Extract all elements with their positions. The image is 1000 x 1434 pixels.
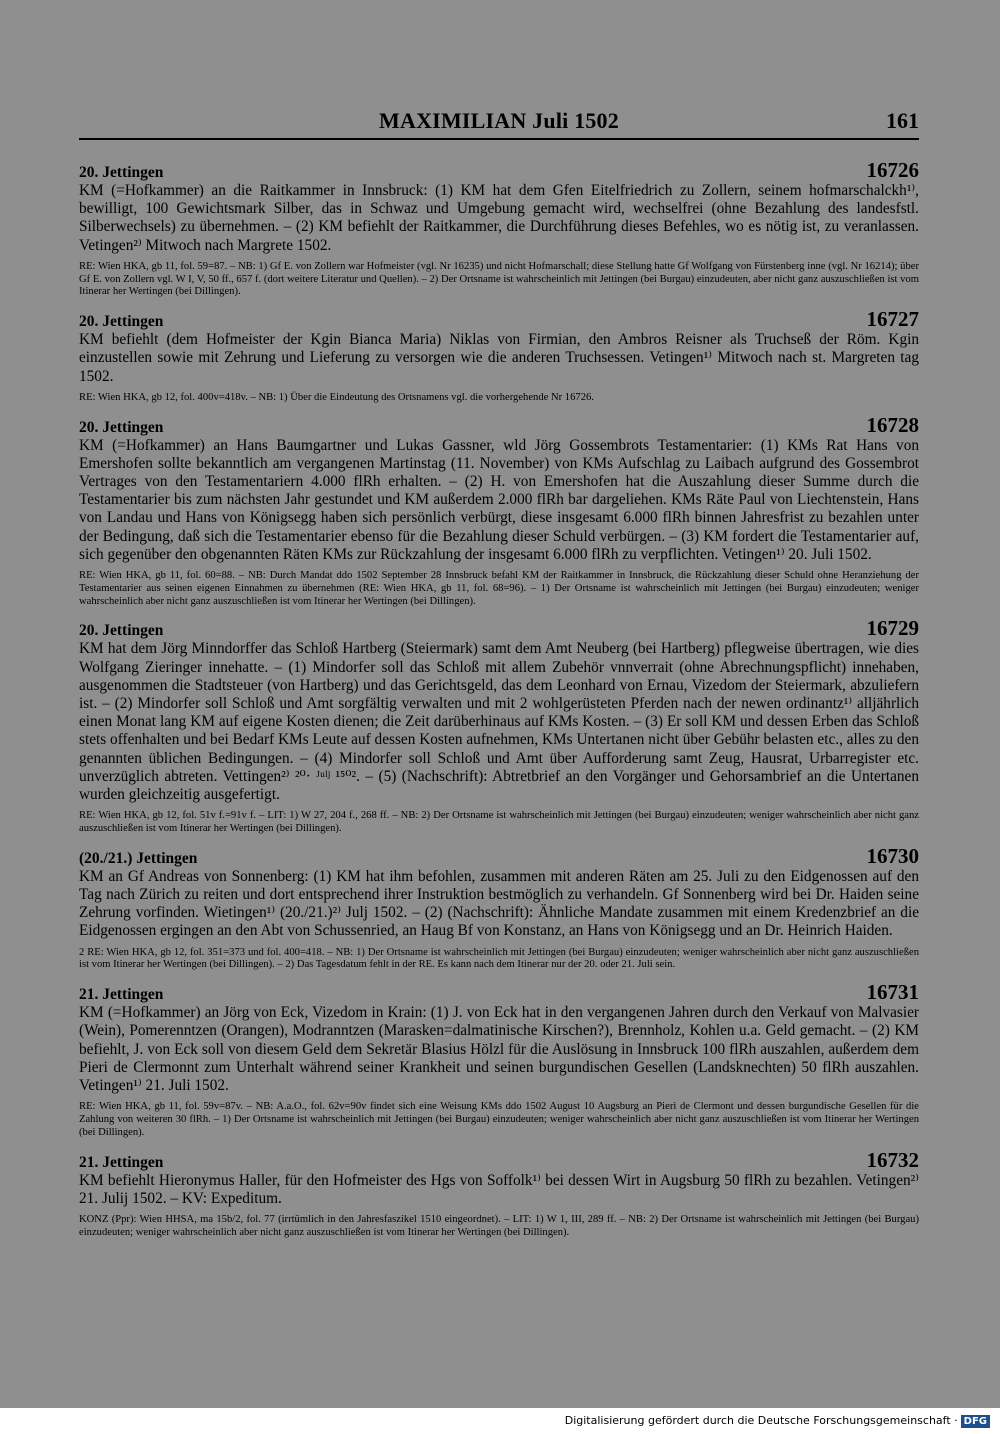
entry-text: KM (=Hofkammer) an Hans Baumgartner und Lukas Gassner, wld Jörg Gossembrots Testamentarier: (1) KMs Rat Hans von Emershofen sollte bekanntlich am vergangenen Martinstag (11. November) von KMs Aufschlag zu Laibach aufgrund des Gossembrot Vertrages von den Testamentariern 4.000 flRh erhalten. – (2) H. von Emershofen hat die Auszahlung dieser Summe durch die Testamentarier bis zum nächsten Jahr gestundet und KM außerdem 2.000 flRh bar dargeliehen. KMs Räte Paul von Liechtenstein, Hans von Landau und Hans von Königsegg haben sich persönlich verbürgt, diese insgesamt 6.000 flRh binnen Jahresfrist zu bezahlen unter der Bedingung, daß sich die Testamentarier ebenso für die Bezahlung dieser Schuld verbürgen. – (3) KM fordert die Testamentarier auf, sich gegenüber den obgenannten Räten KMs zur Rückzahlung der insgesamt 6.000 flRh zu verpflichten. Vetingen¹⁾ 20. Juli 1502. xyxy=(79,436,919,563)
register-entries xyxy=(79,160,919,1250)
funding-credit xyxy=(565,1414,990,1428)
entry-date-place: 20. Jettingen xyxy=(79,164,164,181)
entry-date-place: 20. Jettingen xyxy=(79,622,164,640)
entry-number: 16729 xyxy=(866,616,919,641)
entry-heading xyxy=(79,1147,919,1172)
entry-text: KM hat dem Jörg Minndorffer das Schloß Hartberg (Steiermark) samt dem Amt Neuberg (bei Hartberg) pflegweise übertragen, wie dies Wolfgang Zieringer innehatte. – (1) Mindorfer soll das Schloß mit allem Zubehör vnnverrait (ohne Abrechnungspflicht) innehaben, ausgenommen die Stadtsteuer (von Hartberg) und das Gerichtsgeld, das dem Leonhard von Ernau, Vizedom der Steiermark, abzuliefern ist. – (2) Mindorfer soll Schloß und Amt sorgfältig verwalten und mit 2 wohlgerüsteten Pferden nach der newen ordinantz¹⁾ alljährlich einen Monat lang KM auf eigene Kosten dienen; die Zeit darüberhinaus auf KMs Kosten. – (3) Er soll KM und dessen Erben das Schloß stets offenhalten und bei Bedarf KMs Leute auf dessen Kosten aufnehmen, KMs Untertanen nicht über Gebühr belasten etc., alles zu den genannten üblichen Bedingungen. – (4) Mindorfer soll Schloß und Amt über Aufforderung samt Zeug, Hausrat, Urbarregister etc. unverzüglich abtreten. Vettingen²⁾ ²⁰· ᴶᵘˡʲ ¹⁵⁰². – (5) (Nachschrift): Abtretbrief an den Vorgänger und Gehorsambrief an die Untertanen wurden gleichzeitig ausgefertigt. xyxy=(79,640,919,804)
entry-notes: KONZ (Ppr): Wien HHSA, ma 15b/2, fol. 77 (irrtümlich in den Jahresfaszikel 1510 eingeordnet). – LIT: 1) W 1, III, 289 ff. – NB: 2) Der Ortsname ist wahrscheinlich mit Jettingen (bei Burgau) einzudeuten; weniger wahrscheinlich aber nicht ganz auszuschließen ist vom Itinerar her Wertingen (bei Dillingen). xyxy=(79,1214,919,1238)
entry-heading xyxy=(79,843,919,868)
entry-notes: RE: Wien HKA, gb 11, fol. 59v=87v. – NB: A.a.O., fol. 62v=90v findet sich eine Weisung KMs ddo 1502 August 10 Augsburg an Pieri de Clermont und dessen burgundische Gesellen für die Zahlung von weiteren 30 flRh. – 1) Der Ortsname ist wahrscheinlich mit Jettingen (bei Burgau) einzudeuten; weniger wahrscheinlich aber nicht ganz auszuschließen ist vom Itinerar her Wertingen (bei Dillingen). xyxy=(79,1101,919,1138)
entry-date-place: 21. Jettingen xyxy=(79,986,164,1004)
entry-number: 16727 xyxy=(866,307,919,332)
register-entry xyxy=(79,618,919,835)
entry-number: 16728 xyxy=(866,412,919,437)
register-entry xyxy=(79,1147,919,1240)
entry-text: KM (=Hofkammer) an die Raitkammer in Innsbruck: (1) KM hat dem Gfen Eitelfriedrich zu Zollern, seinem hofmarschalckh¹⁾, bewilligt, 100 Gewichtsmark Silber, das in Schwaz und Umgebung gemacht wird, wechselfrei (ohne Bezahlung des landesfstl. Silberwechsels) zu übernehmen. – (2) KM befiehlt der Raitkammer, die Durchführung dieses Befehles, wo es nötig ist, zu veranlassen. Vetingen²⁾ Mitwoch nach Margrete 1502. xyxy=(79,182,919,254)
entry-heading xyxy=(79,412,919,437)
entry-notes: RE: Wien HKA, gb 12, fol. 51v f.=91v f. – LIT: 1) W 27, 204 f., 268 ff. – NB: 2) Der Ortsname ist wahrscheinlich mit Jettingen (bei Burgau) einzudeuten; weniger wahrscheinlich aber nicht ganz auszuschließen ist vom Itinerar her Wertingen (bei Dillingen). xyxy=(79,810,919,835)
entry-notes: RE: Wien HKA, gb 11, fol. 60=88. – NB: Durch Mandat ddo 1502 September 28 Innsbruck befahl KM der Raitkammer in Innsbruck, die Rückzahlung dieser Schuld ohne Heranziehung der Testamentarier aus seinen eigenen Einnahmen zu übernehmen (RE: Wien HKA, gb 11, fol. 68=96). – 1) Der Ortsname ist wahrscheinlich mit Jettingen (bei Burgau) einzudeuten; weniger wahrscheinlich aber nicht ganz auszuschließen ist vom Itinerar her Wertingen (bei Dillingen). xyxy=(79,570,919,607)
entry-heading xyxy=(79,309,919,331)
entry-date-place: 20. Jettingen xyxy=(79,418,164,436)
entry-notes: RE: Wien HKA, gb 11, fol. 59=87. – NB: 1) Gf E. von Zollern war Hofmeister (vgl. Nr 16235) und nicht Hofmarschall; diese Stellung hatte Gf Wolfgang von Fürstenberg inne (vgl. Nr 16214); über Gf E. von Zollern vgl. W I, V, 50 ff., 657 f. (dort weitere Literatur und Quellen). – 2) Der Ortsname ist wahrscheinlich mit Jettingen (bei Burgau) einzudeuten, aber nicht ganz auszuschließen ist vom Itinerar her Wertingen (bei Dillingen). xyxy=(79,260,919,298)
entry-date-place: (20./21.) Jettingen xyxy=(79,849,198,867)
entry-heading xyxy=(79,618,919,640)
register-entry xyxy=(79,982,919,1139)
entry-number: 16726 xyxy=(866,158,919,182)
entry-text: KM an Gf Andreas von Sonnenberg: (1) KM hat ihm befohlen, zusammen mit anderen Räten am 25. Juli zu den Eidgenossen auf den Tag nach Zürich zu reiten und dort entsprechend ihrer Instruktion bestmöglich zu verhandeln. Gf Sonnenberg wird bei Dr. Haiden seine Zehrung vorfinden. Wietingen¹⁾ (20./21.)²⁾ Julj 1502. – (2) (Nachschrift): Ähnliche Mandate zusammen mit einem Kredenzbrief an die Eidgenossen ergingen an den Abt von Schussenried, an Haug Bf von Konstanz, an Hans von Königsegg und an Dr. Heinrich Haiden. xyxy=(79,867,919,940)
page-header xyxy=(79,106,919,140)
entry-date-place: 20. Jettingen xyxy=(79,313,164,331)
entry-number: 16732 xyxy=(866,1147,919,1172)
register-entry xyxy=(79,843,919,972)
page-number: 161 xyxy=(886,108,919,133)
entry-number: 16731 xyxy=(866,980,919,1005)
entry-text: KM befiehlt (dem Hofmeister der Kgin Bianca Maria) Niklas von Firmian, den Ambros Reisner als Truchseß der Röm. Kgin einzustellen sowie mit Zehrung und Lieferung zu versorgen wie die anderen Truchsessen. Vetingen¹⁾ Mitwoch nach st. Margreten tag 1502. xyxy=(79,331,919,385)
funding-text: Digitalisierung gefördert durch die Deutsche Forschungsgemeinschaft · xyxy=(564,1414,958,1427)
register-entry xyxy=(79,412,919,609)
entry-date-place: 21. Jettingen xyxy=(79,1153,164,1171)
entry-heading xyxy=(79,982,919,1004)
entry-text: KM befiehlt Hieronymus Haller, für den Hofmeister des Hgs von Soffolk¹⁾ bei dessen Wirt in Augsburg 50 flRh zu bezahlen. Vetingen²⁾ 21. Julij 1502. – KV: Expeditum. xyxy=(79,1171,919,1207)
entry-number: 16730 xyxy=(866,843,919,868)
register-entry xyxy=(79,309,919,404)
register-entry xyxy=(79,160,919,299)
dfg-logo: DFG xyxy=(961,1415,990,1428)
entry-heading xyxy=(79,160,919,182)
entry-notes: 2 RE: Wien HKA, gb 12, fol. 351=373 und fol. 400=418. – NB: 1) Der Ortsname ist wahrscheinlich mit Jettingen (bei Burgau) einzudeuten; weniger wahrscheinlich aber nicht ganz auszuschließen ist vom Itinerar her Wertingen (bei Dillingen). – 2) Das Tagesdatum fehlt in der RE. Es kann nach dem Itinerar nur der 20. oder 21. Juli sein. xyxy=(79,946,919,971)
entry-notes: RE: Wien HKA, gb 12, fol. 400v=418v. – NB: 1) Über die Eindeutung des Ortsnamens vgl. die vorhergehende Nr 16726. xyxy=(79,391,594,403)
running-title: MAXIMILIAN Juli 1502 xyxy=(379,108,619,133)
entry-text: KM (=Hofkammer) an Jörg von Eck, Vizedom in Krain: (1) J. von Eck hat in den vergangenen Jahren durch den Verkauf von Malvasier (Wein), Pomerenntzen (Orangen), Modranntzen (Marasken=dalmatinische Kirschen?), Brennholz, Kohlen u.a. Geld gemacht. – (2) KM befiehlt, J. von Eck soll von diesem Geld dem Sekretär Blasius Hölzl für die Auslösung in Innsbruck 100 flRh auszahlen, außerdem dem Pieri de Clermonnt zum Unterhalt während seiner Krankheit und seinen burgundischen Gesellen (Landsknechten) 50 flRh auszahlen. Vetingen¹⁾ 21. Juli 1502. xyxy=(79,1004,919,1095)
